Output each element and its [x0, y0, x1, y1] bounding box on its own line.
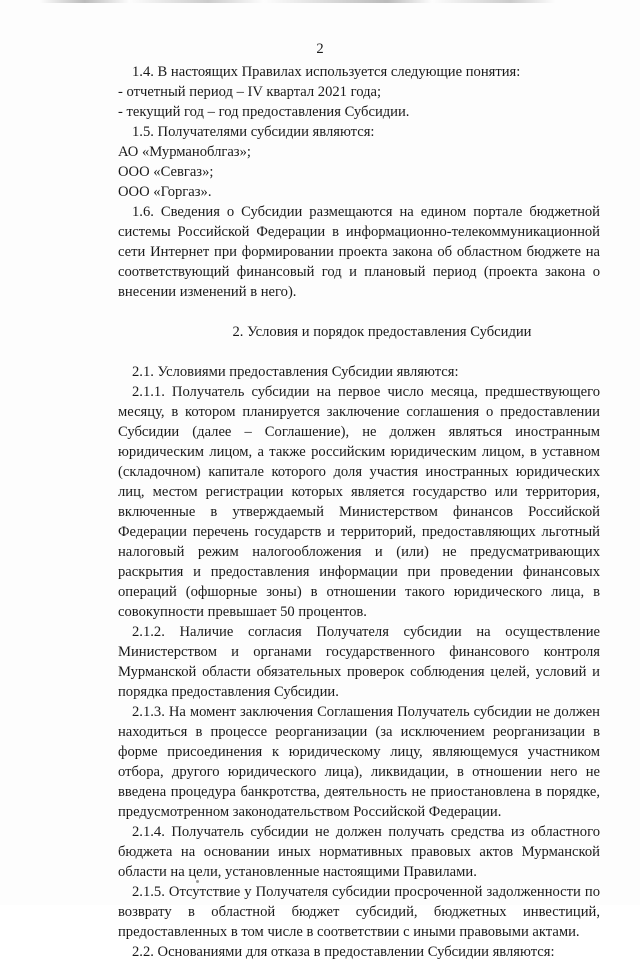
scan-speck: [196, 880, 199, 883]
clause-2-1-1: 2.1.1. Получатель субсидии на первое число месяца, предшествующего месяцу, в котором планируется заключение соглашения о предоставлении Субсидии (далее – Соглашение), не должен являться иностранным юридическим лицом, а также российским юридическим лицом, в уставном (складочном) капитале которого доля участия иностранных юридических лиц, местом регистрации которых является государство или территория, включенные в утверждаемый Министерством финансов Российской Федерации перечень государств и территорий, предоставляющих льготный налоговый режим налогообложения и (или) не предусматривающих раскрытия и предоставления информации при проведении финансовых операций (офшорные зоны) в отношении такого юридического лица, в совокупности превышает 50 процентов.: [118, 384, 600, 620]
clause-1-5: 1.5. Получателями субсидии являются:: [132, 124, 375, 140]
section-2-heading: 2. Условия и порядок предоставления Субсидии: [232, 324, 532, 340]
scan-top-edge: [40, 0, 600, 3]
clause-1-4: 1.4. В настоящих Правилах используется следующие понятия:: [132, 64, 521, 80]
spacer: [118, 302, 600, 322]
clause-1-5-item-c: ООО «Горгаз».: [118, 184, 212, 200]
clause-2-1-3: 2.1.3. На момент заключения Соглашения Получатель субсидии не должен находиться в процессе реорганизации (за исключением реорганизации в форме присоединения к юридическому лицу, являющемуся участником отбора, другого юридического лица), ликвидации, в отношении него не введена процедура банкротства, деятельность не приостановлена в порядке, предусмотренном законодательством Российской Федерации.: [118, 704, 600, 820]
spacer: [118, 342, 600, 362]
page-number: 2: [316, 41, 324, 57]
clause-2-1-5: 2.1.5. Отсутствие у Получателя субсидии просроченной задолженности по возврату в областной бюджет субсидий, бюджетных инвестиций, предоставленных в том числе в соответствии с иными правовыми актами.: [118, 884, 600, 940]
document-body: [118, 62, 600, 962]
clause-2-1: 2.1. Условиями предоставления Субсидии являются:: [132, 364, 459, 380]
clause-1-5-item-b: ООО «Севгаз»;: [118, 164, 214, 180]
clause-1-4-item-a: - отчетный период – IV квартал 2021 года;: [118, 84, 382, 100]
clause-1-4-item-b: - текущий год – год предоставления Субсидии.: [118, 104, 410, 120]
clause-2-2: 2.2. Основаниями для отказа в предоставлении Субсидии являются:: [132, 944, 555, 960]
clause-1-5-item-a: АО «Мурманоблгаз»;: [118, 144, 251, 160]
clause-2-1-4: 2.1.4. Получатель субсидии не должен получать средства из областного бюджета на основании иных нормативных правовых актов Мурманской области на цели, установленные настоящими Правилами.: [118, 824, 600, 880]
clause-1-6: 1.6. Сведения о Субсидии размещаются на едином портале бюджетной системы Российской Федерации в информационно-телекоммуникационной сети Интернет при формировании проекта закона об областном бюджете на соответствующий финансовый год и плановый период (проекта закона о внесении изменений в него).: [118, 204, 600, 300]
clause-2-1-2: 2.1.2. Наличие согласия Получателя субсидии на осуществление Министерством и органами государственного финансового контроля Мурманской области обязательных проверок соблюдения целей, условий и порядка предоставления Субсидии.: [118, 624, 600, 700]
